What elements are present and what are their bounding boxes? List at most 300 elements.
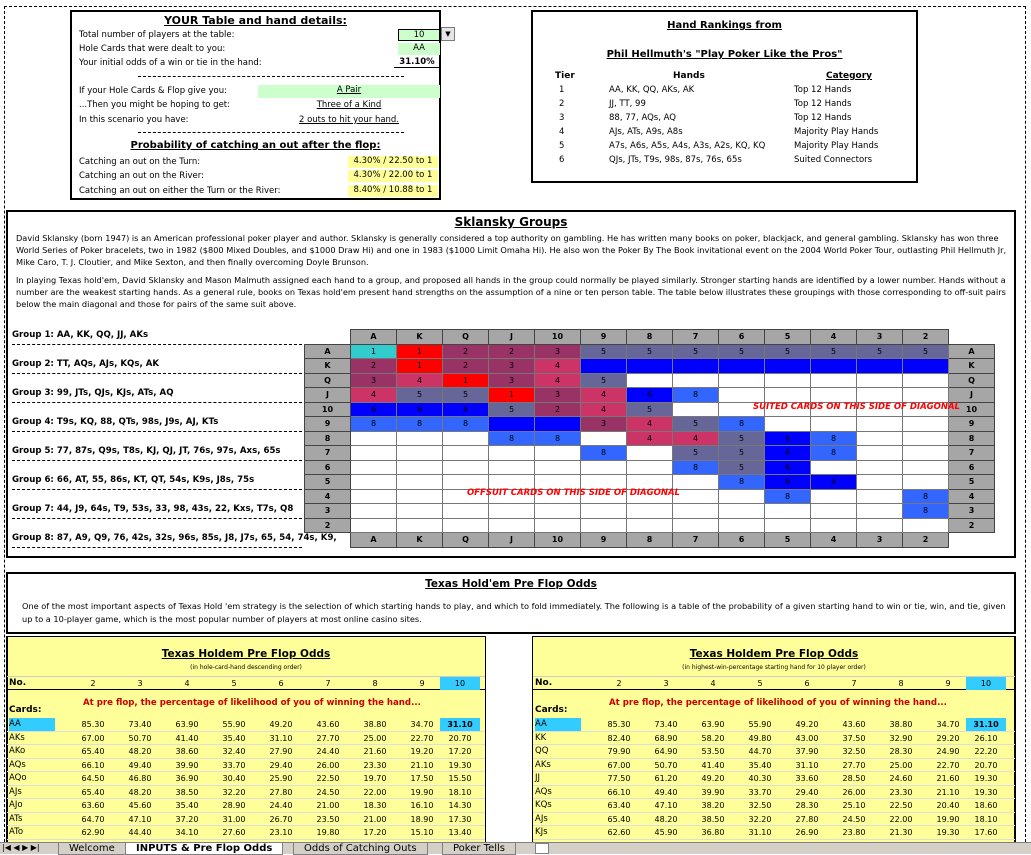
sklansky-grid: [304, 329, 995, 548]
ranking-category: Top 12 Hands: [794, 99, 852, 109]
odds-cell: 26.00: [316, 760, 340, 770]
grid-cell: 6: [765, 446, 811, 461]
grid-cell: 4: [351, 388, 397, 403]
odds-cell: 14.30: [448, 801, 472, 810]
grid-cell: 2: [351, 359, 397, 374]
odds-cell: 24.40: [316, 747, 340, 756]
odds-cell: 23.30: [363, 760, 387, 770]
grid-col-header: 5: [765, 330, 811, 345]
odds-cell: 28.50: [842, 774, 866, 783]
ranking-hands: AJs, ATs, A9s, A8s: [609, 127, 683, 137]
grid-cell: 4: [673, 431, 719, 446]
grid-col-footer: A: [351, 533, 397, 548]
odds-cell: 32.20: [748, 814, 772, 824]
grid-cell: 6: [765, 431, 811, 446]
odds-cell: 19.30: [448, 760, 472, 770]
grid-row-header: 2: [949, 518, 995, 533]
player-count-col: 3: [663, 679, 669, 688]
grid-cell: [351, 518, 397, 533]
grid-cell: 5: [765, 344, 811, 359]
either-label: Catching an out on either the Turn or the River:: [79, 186, 281, 196]
sklansky-panel: [6, 210, 1016, 558]
odds-cell: 73.40: [654, 720, 678, 729]
grid-cell: [535, 518, 581, 533]
odds-cell: 19.30: [974, 787, 998, 797]
grid-row-header: 10: [305, 402, 351, 417]
win-note: At pre flop, the percentage of likelihood of you of winning the hand...: [609, 698, 947, 708]
river-value: 4.30% / 22.00 to 1: [348, 170, 438, 182]
odds-cell: 30.40: [222, 774, 246, 783]
odds-cell: 43.00: [795, 733, 819, 743]
divider: [138, 76, 404, 77]
odds-cell: 19.90: [410, 787, 434, 797]
scenario-label: In this scenario you have:: [79, 115, 189, 125]
grid-cell: 4: [627, 417, 673, 432]
odds-cell: 44.70: [748, 747, 772, 756]
ranking-category: Suited Connectors: [794, 155, 873, 165]
grid-cell: 3: [581, 417, 627, 432]
odds-cell: 49.20: [701, 774, 725, 783]
odds-cell: 64.70: [81, 814, 105, 824]
hand-cell: AQo: [9, 773, 27, 783]
grid-cell: [903, 388, 949, 403]
grid-cell: [351, 431, 397, 446]
grid-col-header: 2: [903, 330, 949, 345]
grid-row-header: 6: [949, 460, 995, 475]
grid-cell: 5: [673, 344, 719, 359]
grid-cell: 5: [719, 344, 765, 359]
grid-cell: [857, 388, 903, 403]
player-count-col: 3: [137, 679, 143, 688]
odds-cell: 49.40: [654, 787, 678, 797]
grid-col-header: Q: [443, 330, 489, 345]
odds-cell: 23.50: [316, 814, 340, 824]
grid-cell: 3: [351, 373, 397, 388]
odds-cell: 39.90: [175, 760, 199, 770]
hand-cell: QQ: [535, 746, 549, 756]
grid-cell: [627, 518, 673, 533]
grid-cell: [857, 359, 903, 374]
odds-cell: 24.90: [936, 747, 960, 756]
odds-cell: 17.20: [363, 828, 387, 837]
grid-cell: 3: [535, 344, 581, 359]
grid-col-header: K: [397, 330, 443, 345]
odds-cell: 48.20: [128, 747, 152, 756]
grid-cell: [397, 489, 443, 504]
players-dropdown-button[interactable]: [441, 27, 455, 41]
grid-row-header: J: [949, 388, 995, 403]
grid-cell: [765, 504, 811, 519]
sklansky-group-label: Group 7: 44, J9, 64s, T9, 53s, 33, 98, 43s, 22, Kxs, T7s, Q8: [12, 504, 302, 519]
odds-cell: 36.90: [175, 774, 199, 783]
odds-cell: 18.30: [363, 801, 387, 810]
sklansky-group-label: Group 2: TT, AQs, AJs, KQs, AK: [12, 359, 302, 374]
grid-cell: 4: [535, 359, 581, 374]
player-count-col: 9: [945, 679, 951, 688]
grid-cell: [903, 475, 949, 490]
odds-subtitle: (in hole-card-hand descending order): [190, 664, 302, 671]
odds-cell: 31.00: [222, 814, 246, 824]
grid-col-footer: 3: [857, 533, 903, 548]
tab-welcome[interactable]: Welcome: [58, 843, 126, 855]
hand-cell: AQs: [9, 759, 26, 770]
chevron-down-icon: ▼: [445, 30, 451, 38]
odds-cell: 28.30: [795, 801, 819, 810]
grid-cell: 8: [489, 431, 535, 446]
odds-cell: 24.40: [269, 801, 293, 810]
odds-cell: 26.90: [795, 828, 819, 837]
odds-cell: 19.70: [363, 774, 387, 783]
grid-cell: 8: [811, 446, 857, 461]
grid-cell: [581, 504, 627, 519]
grid-cell: 5: [443, 388, 489, 403]
odds-cell: 34.70: [936, 720, 960, 729]
grid-cell: 1: [489, 388, 535, 403]
grid-cell: [857, 489, 903, 504]
odds-cell: 35.40: [748, 760, 772, 770]
odds-cell: 55.90: [748, 720, 772, 729]
odds-cell: 50.70: [654, 760, 678, 770]
grid-cell: [719, 373, 765, 388]
ranking-category: Majority Play Hands: [794, 141, 879, 151]
grid-col-header: 10: [535, 330, 581, 345]
grid-cell: [627, 504, 673, 519]
odds-cell: 19.30: [974, 774, 998, 783]
grid-cell: 5: [673, 417, 719, 432]
odds-cell: 31.10: [795, 760, 819, 770]
grid-cell: 3: [489, 359, 535, 374]
grid-cell: [627, 475, 673, 490]
odds-cell: 38.80: [889, 720, 913, 729]
ranking-category: Top 12 Hands: [794, 113, 852, 123]
details-title: YOUR Table and hand details:: [164, 14, 347, 27]
odds-cell: 23.10: [269, 828, 293, 837]
grid-row-header: Q: [949, 373, 995, 388]
odds-title: Texas Holdem Pre Flop Odds: [689, 648, 859, 660]
odds-cell: 41.40: [701, 760, 725, 770]
odds-cell: 58.20: [701, 733, 725, 743]
hand-cell: KJs: [535, 827, 548, 837]
odds-cell: 48.20: [128, 787, 152, 797]
player-count-col: 10: [966, 677, 1006, 690]
grid-row-header: 3: [305, 504, 351, 519]
sklansky-group-label: Group 3: 99, JTs, QJs, KJs, ATs, AQ: [12, 388, 302, 403]
grid-col-footer: 9: [581, 533, 627, 548]
ranking-tier: 6: [559, 155, 565, 165]
ranking-tier: 2: [559, 99, 565, 109]
rankings-subtitle: Phil Hellmuth's "Play Poker Like the Pros": [606, 49, 843, 60]
odds-cell: 31.10: [269, 733, 293, 743]
grid-cell: [581, 431, 627, 446]
grid-cell: [397, 460, 443, 475]
odds-cell: 31.10: [440, 718, 480, 731]
grid-cell: [489, 504, 535, 519]
grid-row-header: 10: [949, 402, 995, 417]
grid-cell: [535, 417, 581, 432]
grid-cell: 6: [811, 475, 857, 490]
grid-cell: 5: [811, 344, 857, 359]
hand-cell: KK: [535, 732, 547, 743]
grid-cell: 8: [673, 388, 719, 403]
odds-cell: 38.60: [175, 747, 199, 756]
grid-cell: [673, 518, 719, 533]
hope-label: ...Then you might be hoping to get:: [79, 100, 230, 110]
sheet-tab-bar: [0, 842, 1031, 854]
grid-cell: 8: [443, 417, 489, 432]
grid-cell: [443, 446, 489, 461]
hand-cell: AA: [9, 718, 55, 731]
odds-cell: 64.90: [654, 747, 678, 756]
grid-cell: 5: [581, 373, 627, 388]
odds-cell: 37.90: [795, 747, 819, 756]
sklansky-group-label: Group 4: T9s, KQ, 88, QTs, 98s, J9s, AJ, KTs: [12, 417, 302, 432]
grid-cell: [903, 359, 949, 374]
odds-cell: 67.00: [81, 733, 105, 743]
grid-cell: [627, 373, 673, 388]
grid-row-header: 9: [305, 417, 351, 432]
grid-cell: [857, 518, 903, 533]
ranking-category: Majority Play Hands: [794, 127, 879, 137]
cards-label: Cards:: [9, 705, 42, 715]
player-count-col: 7: [325, 679, 331, 688]
grid-cell: [535, 446, 581, 461]
odds-cell: 48.20: [654, 814, 678, 824]
odds-cell: 18.60: [974, 801, 998, 810]
grid-row-header: A: [949, 344, 995, 359]
grid-cell: 5: [489, 402, 535, 417]
odds-cell: 41.40: [175, 733, 199, 743]
grid-cell: [489, 475, 535, 490]
tab-nav-arrows[interactable]: |◀ ◀ ▶ ▶|: [2, 843, 40, 852]
odds-cell: 28.30: [889, 747, 913, 756]
odds-cell: 35.40: [175, 801, 199, 810]
tab-odds-catching-outs[interactable]: Odds of Catching Outs: [293, 843, 428, 855]
odds-cell: 21.00: [363, 814, 387, 824]
grid-cell: 4: [535, 373, 581, 388]
grid-cell: [857, 504, 903, 519]
odds-cell: 13.40: [448, 828, 472, 837]
grid-cell: [857, 431, 903, 446]
player-count-col: 5: [231, 679, 237, 688]
odds-cell: 37.50: [842, 733, 866, 743]
odds-cell: 34.10: [175, 828, 199, 837]
grid-cell: 3: [535, 388, 581, 403]
odds-label: Your initial odds of a win or tie in the hand:: [79, 58, 262, 68]
grid-cell: 8: [673, 460, 719, 475]
odds-cell: 15.10: [410, 828, 434, 837]
hand-cell: AJs: [9, 786, 22, 797]
sklansky-group-label: Group 1: AA, KK, QQ, JJ, AKs: [12, 330, 302, 345]
grid-cell: 6: [627, 388, 673, 403]
grid-cell: [673, 373, 719, 388]
grid-cell: [765, 373, 811, 388]
hand-cell: AA: [535, 718, 581, 731]
hand-cell: AKs: [9, 732, 25, 743]
odds-cell: 38.50: [175, 787, 199, 797]
grid-cell: 5: [673, 446, 719, 461]
win-note: At pre flop, the percentage of likelihood of you of winning the hand...: [83, 698, 421, 708]
grid-cell: [857, 446, 903, 461]
ranking-hands: 88, 77, AQs, AQ: [609, 113, 676, 123]
odds-cell: 49.40: [128, 760, 152, 770]
player-count-col: 4: [184, 679, 190, 688]
grid-cell: [351, 446, 397, 461]
grid-cell: [489, 446, 535, 461]
flop-input[interactable]: A Pair: [258, 85, 440, 98]
ranking-hands: AA, KK, QQ, AKs, AK: [609, 85, 695, 95]
odds-cell: 82.40: [607, 733, 631, 743]
grid-cell: [765, 518, 811, 533]
odds-cell: 18.10: [974, 814, 998, 824]
player-count-col: 6: [278, 679, 284, 688]
odds-cell: 20.70: [448, 733, 472, 743]
grid-cell: 5: [719, 431, 765, 446]
grid-cell: [627, 460, 673, 475]
odds-cell: 50.70: [128, 733, 152, 743]
grid-row-header: 4: [305, 489, 351, 504]
grid-cell: [811, 417, 857, 432]
grid-cell: 4: [397, 373, 443, 388]
suited-note: SUITED CARDS ON THIS SIDE OF DIAGONAL: [753, 402, 960, 412]
grid-cell: [811, 518, 857, 533]
odds-cell: 21.10: [936, 787, 960, 797]
grid-cell: 5: [397, 388, 443, 403]
hand-cell: JJ: [535, 773, 541, 783]
odds-cell: 27.90: [269, 747, 293, 756]
grid-row-header: Q: [305, 373, 351, 388]
grid-cell: 1: [397, 359, 443, 374]
odds-cell: 27.80: [795, 814, 819, 824]
grid-cell: 5: [903, 344, 949, 359]
grid-cell: [397, 431, 443, 446]
hand-cell: ATs: [9, 813, 23, 824]
grid-cell: 8: [581, 446, 627, 461]
odds-cell: 38.20: [701, 801, 725, 810]
grid-cell: 2: [489, 344, 535, 359]
odds-cell: 63.60: [81, 801, 105, 810]
odds-cell: 22.50: [316, 774, 340, 783]
odds-cell: 33.60: [795, 774, 819, 783]
grid-row-header: 8: [305, 431, 351, 446]
grid-col-footer: 5: [765, 533, 811, 548]
initial-odds-value: 31.10%: [394, 57, 440, 68]
odds-cell: 62.90: [81, 828, 105, 837]
grid-row-header: J: [305, 388, 351, 403]
odds-cell: 18.10: [448, 787, 472, 797]
grid-col-footer: K: [397, 533, 443, 548]
players-select[interactable]: 10: [398, 29, 440, 41]
odds-cell: 73.40: [128, 720, 152, 729]
grid-row-header: K: [949, 359, 995, 374]
ranking-hands: A7s, A6s, A5s, A4s, A3s, A2s, KQ, KQ: [609, 141, 766, 151]
odds-cell: 16.10: [410, 801, 434, 810]
odds-cell: 21.10: [410, 760, 434, 770]
odds-cell: 65.40: [607, 814, 631, 824]
odds-cell: 49.20: [269, 720, 293, 729]
odds-cell: 32.20: [222, 787, 246, 797]
grid-cell: 5: [857, 344, 903, 359]
odds-cell: 26.10: [974, 733, 998, 743]
odds-cell: 43.60: [842, 720, 866, 729]
preflop-title: Texas Hold'em Pre Flop Odds: [425, 578, 597, 590]
odds-cell: 32.50: [748, 801, 772, 810]
grid-cell: 2: [443, 359, 489, 374]
odds-cell: 22.70: [936, 760, 960, 770]
grid-cell: [811, 460, 857, 475]
odds-cell: 63.90: [175, 720, 199, 729]
odds-cell: 21.60: [936, 774, 960, 783]
turn-value: 4.30% / 22.50 to 1: [348, 156, 438, 168]
odds-cell: 66.10: [81, 760, 105, 770]
odds-cell: 35.40: [222, 733, 246, 743]
odds-cell: 31.10: [748, 828, 772, 837]
grid-cell: [443, 431, 489, 446]
grid-cell: [443, 504, 489, 519]
grid-cell: [903, 373, 949, 388]
odds-cell: 27.70: [842, 760, 866, 770]
sklansky-group-label: Group 5: 77, 87s, Q9s, T8s, KJ, QJ, JT, 76s, 97s, Axs, 65s: [12, 446, 302, 461]
grid-col-footer: 6: [719, 533, 765, 548]
grid-cell: [581, 518, 627, 533]
cards-label: Cards:: [535, 705, 568, 715]
ranking-category: Top 12 Hands: [794, 85, 852, 95]
odds-cell: 32.40: [222, 747, 246, 756]
odds-cell: 68.90: [654, 733, 678, 743]
grid-row-header: 8: [949, 431, 995, 446]
odds-cell: 31.10: [966, 718, 1006, 731]
table-details-panel: [70, 10, 441, 200]
grid-cell: [765, 388, 811, 403]
odds-cell: 38.50: [701, 814, 725, 824]
grid-cell: [443, 460, 489, 475]
grid-cell: [857, 460, 903, 475]
grid-cell: 2: [535, 402, 581, 417]
preflop-intro-panel: [6, 572, 1016, 634]
odds-cell: 21.30: [889, 828, 913, 837]
grid-cell: [811, 373, 857, 388]
prob-title: Probability of catching an out after the flop:: [130, 140, 381, 151]
grid-cell: [719, 359, 765, 374]
player-count-col: 2: [90, 679, 96, 688]
odds-cell: 24.50: [316, 787, 340, 797]
hole-cards-input[interactable]: AA: [398, 43, 440, 55]
insert-sheet-icon[interactable]: [535, 843, 549, 854]
odds-cell: 26.70: [269, 814, 293, 824]
grid-cell: [397, 504, 443, 519]
odds-cell: 32.90: [889, 733, 913, 743]
grid-row-header: 7: [949, 446, 995, 461]
tab-inputs-pre-flop[interactable]: INPUTS & Pre Flop Odds: [125, 843, 283, 855]
odds-subtitle: (in highest-win-percentage starting hand for 10 player order): [682, 664, 866, 671]
grid-cell: [581, 475, 627, 490]
ranking-tier: 5: [559, 141, 565, 151]
odds-cell: 85.30: [607, 720, 631, 729]
tab-poker-tells[interactable]: Poker Tells: [442, 843, 516, 855]
ranking-tier: 1: [559, 85, 565, 95]
grid-row-header: A: [305, 344, 351, 359]
odds-cell: 15.50: [448, 774, 472, 783]
grid-cell: 5: [581, 344, 627, 359]
grid-cell: [765, 417, 811, 432]
hand-cell: AJs: [535, 813, 548, 824]
grid-cell: [627, 359, 673, 374]
grid-cell: 1: [397, 344, 443, 359]
odds-title: Texas Holdem Pre Flop Odds: [161, 648, 331, 660]
odds-cell: 34.70: [410, 720, 434, 729]
grid-cell: [857, 475, 903, 490]
sklansky-group-label: Group 8: 87, A9, Q9, 76, 42s, 32s, 96s, 85s, J8, J7s, 65, 54, 74s, K9,: [12, 533, 302, 548]
grid-cell: 6: [397, 402, 443, 417]
